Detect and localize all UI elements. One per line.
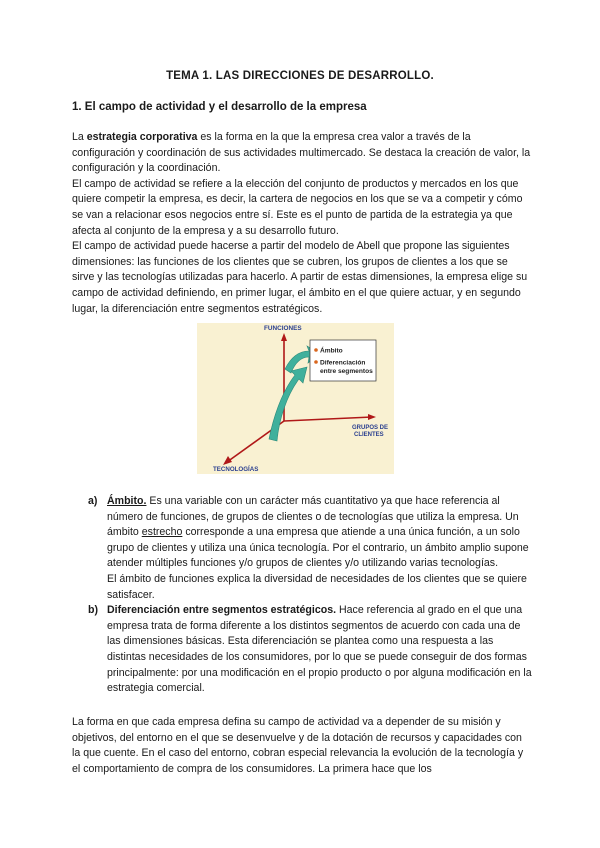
abell-model-figure — [197, 323, 394, 474]
groups-axis-arrow — [368, 414, 376, 420]
list-item-scope: a) Ámbito. Es una variable con un carácter más cuantitativo ya que hace referencia al número de funciones, de grupos de clientes o de tecnologías que utiliza la empresa. Un ámbito estrecho corresponde a una empresa que atiende a una única función, a un solo grupo de clientes y utiliza una única tecnología. Por el contrario, un ámbito amplio supone atender múltiples funciones y/o grupos de clientes y/o utilizando varias tecnologías. El ámbito de funciones explica la diversidad de necesidades de los clientes que se quiere satisfacer. — [88, 494, 533, 603]
functions-axis-arrow — [281, 333, 287, 341]
intro-paragraph-3: El campo de actividad puede hacerse a partir del modelo de Abell que propone las siguientes dimensiones: las funciones de los clientes que se cubren, los grupos de clientes a los que se sirve y las tecnologías utilizadas para hacerlo. A partir de estas dimensiones, la empresa elige su campo de actividad definiendo, en primer lugar, el ámbito en el que quiere actuar, y en segundo lugar, la diferenciación entre segmentos estratégicos. — [72, 240, 528, 315]
document-title: TEMA 1. LAS DIRECCIONES DE DESARROLLO. — [166, 70, 434, 82]
intro-paragraph-1: La estrategia corporativa es la forma en la que la empresa crea valor a través de la configuración y coordinación de sus actividades multimercado. Se destaca la creación de valor, la configuración y la coordinación. — [72, 131, 531, 175]
groups-axis — [284, 417, 372, 421]
list-item-differentiation: b) Diferenciación entre segmentos estratégicos. Hace referencia al grado en el que una empresa trata de forma diferente a los distintos segmentos de acuerdo con cada una de las dimensiones básicas. Esta diferenciación se plantea como una respuesta a las distintas necesidades de los consumidores, por lo que se puede conseguir de dos formas principalmente: por una modificación en el propio producto o por alguna modificación en la estrategia comercial. — [88, 604, 532, 695]
differentiation-arrow — [269, 367, 307, 441]
intro-paragraph-2: El campo de actividad se refiere a la elección del conjunto de productos y mercados en los que quiere competir la empresa, es decir, la cartera de negocios en los que se va a competir y cómo se van a relacionar esos negocios entre sí. Este es el punto de partida de la estrategia ya que afecta al conjunto de la empresa y a su desarrollo futuro. — [72, 177, 523, 237]
list-term: Diferenciación entre segmentos estratégicos. — [107, 604, 337, 617]
underlined-word: estrecho — [141, 526, 183, 539]
legend-item-scope: Ámbito — [320, 347, 343, 355]
list-term: Ámbito. — [107, 495, 147, 507]
abell-model-diagram — [197, 323, 394, 474]
section-heading: 1. El campo de actividad y el desarrollo de la empresa — [72, 101, 367, 113]
intro-text — [72, 130, 532, 317]
legend-bullet-2 — [314, 360, 318, 364]
list-marker: a) — [88, 495, 98, 507]
legend-item-differentiation-1: Diferenciación — [320, 359, 366, 367]
legend-item-differentiation-2: entre segmentos — [320, 368, 373, 375]
axis-label-functions: FUNCIONES — [264, 325, 302, 332]
tech-axis-arrow — [223, 456, 232, 465]
axis-label-groups-1: GRUPOS DE — [352, 425, 389, 431]
axis-label-tech: TECNOLOGÍAS — [213, 466, 259, 473]
definition-list — [88, 494, 533, 697]
axis-label-groups-2: CLIENTES — [354, 432, 384, 438]
legend-bullet-1 — [314, 348, 318, 352]
bold-term: estrategia corporativa — [86, 131, 198, 143]
list-marker: b) — [88, 604, 98, 617]
closing-paragraph: La forma en que cada empresa defina su campo de actividad va a depender de su misión y objetivos, del entorno en el que se desenvuelve y de la dotación de recursos y capacidades con la que cuente. En el caso del entorno, cobran especial relevancia la evolución de la tecnología y el comportamiento de compra de los consumidores. La primera hace que los — [72, 716, 524, 775]
list-item-extra: El ámbito de funciones explica la diversidad de necesidades de los clientes que se quiere satisfacer. — [107, 572, 527, 601]
